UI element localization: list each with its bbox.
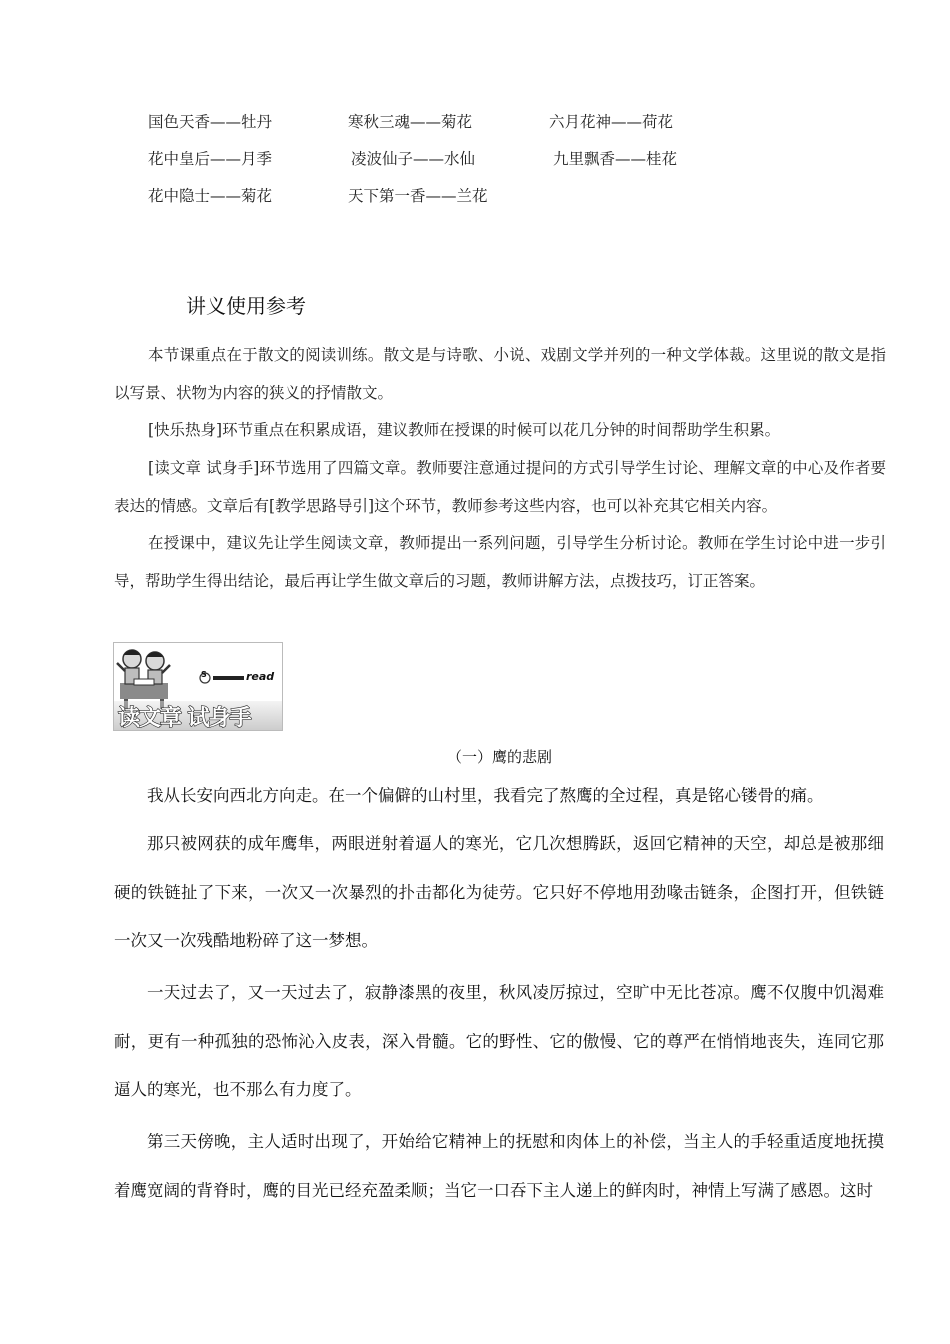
guide-paragraph: [读文章 试身手]环节选用了四篇文章。教师要注意通过提问的方式引导学生讨论、理解文章的中心及作者要表达的情感。文章后有[教学思路导引]这个环节，教师参考这些内容，也可以补充其它相关内容。 [114,459,886,515]
banner-tag-left: S [201,670,207,679]
story-paragraph: 那只被网获的成年鹰隼，两眼迸射着逼人的寒光，它几次想腾跃，返回它精神的天空，却总是被那细硬的铁链扯了下来，一次又一次暴烈的扑击都化为徒劳。它只好不停地用劲喙击链条，企图打开，但铁链一次又一次残酷地粉碎了这一梦想。 [114,834,884,950]
section-banner-image [113,642,283,731]
story-paragraph: 第三天傍晚，主人适时出现了，开始给它精神上的抚慰和肉体上的补偿，当主人的手轻重适度地抚摸着鹰宽阔的背脊时，鹰的目光已经充盈柔顺；当它一口吞下主人递上的鲜肉时，神情上写满了感恩。这时 [114,1132,884,1200]
flower-entry: 寒秋三魂——菊花 [348,113,473,131]
guide-paragraph: [快乐热身]环节重点在积累成语，建议教师在授课的时候可以花几分钟的时间帮助学生积累。 [148,421,781,439]
flower-entry: 花中隐士——菊花 [148,187,273,205]
banner-tag-right: read [246,670,275,683]
flower-entry: 九里飘香——桂花 [553,150,678,168]
flower-entry: 凌波仙子——水仙 [351,150,476,168]
section-heading: 讲义使用参考 [186,294,306,318]
flower-entry: 花中皇后——月季 [148,150,273,168]
story-paragraph: 一天过去了，又一天过去了，寂静漆黑的夜里，秋风凌厉掠过，空旷中无比苍凉。鹰不仅腹中饥渴难耐，更有一种孤独的恐怖沁入皮表，深入骨髓。它的野性、它的傲慢、它的尊严在悄悄地丧失，连同它那逼人的寒光，也不那么有力度了。 [114,983,884,1099]
guide-paragraph: 本节课重点在于散文的阅读训练。散文是与诗歌、小说、戏剧文学并列的一种文学体裁。这里说的散文是指以写景、状物为内容的狭义的抒情散文。 [114,346,886,402]
story-paragraph: 我从长安向西北方向走。在一个偏僻的山村里，我看完了熬鹰的全过程，真是铭心镂骨的痛。 [147,786,824,805]
flower-entry: 天下第一香——兰花 [348,187,488,205]
flower-entry: 六月花神——荷花 [549,113,674,131]
banner-title: 读文章 试身手 [118,706,251,731]
story-title: （一）鹰的悲剧 [447,748,553,766]
flower-entry: 国色天香——牡丹 [148,113,273,131]
guide-paragraph: 在授课中，建议先让学生阅读文章，教师提出一系列问题，引导学生分析讨论。教师在学生讨论中进一步引导，帮助学生得出结论，最后再让学生做文章后的习题，教师讲解方法，点拨技巧，订正答案。 [114,534,886,590]
